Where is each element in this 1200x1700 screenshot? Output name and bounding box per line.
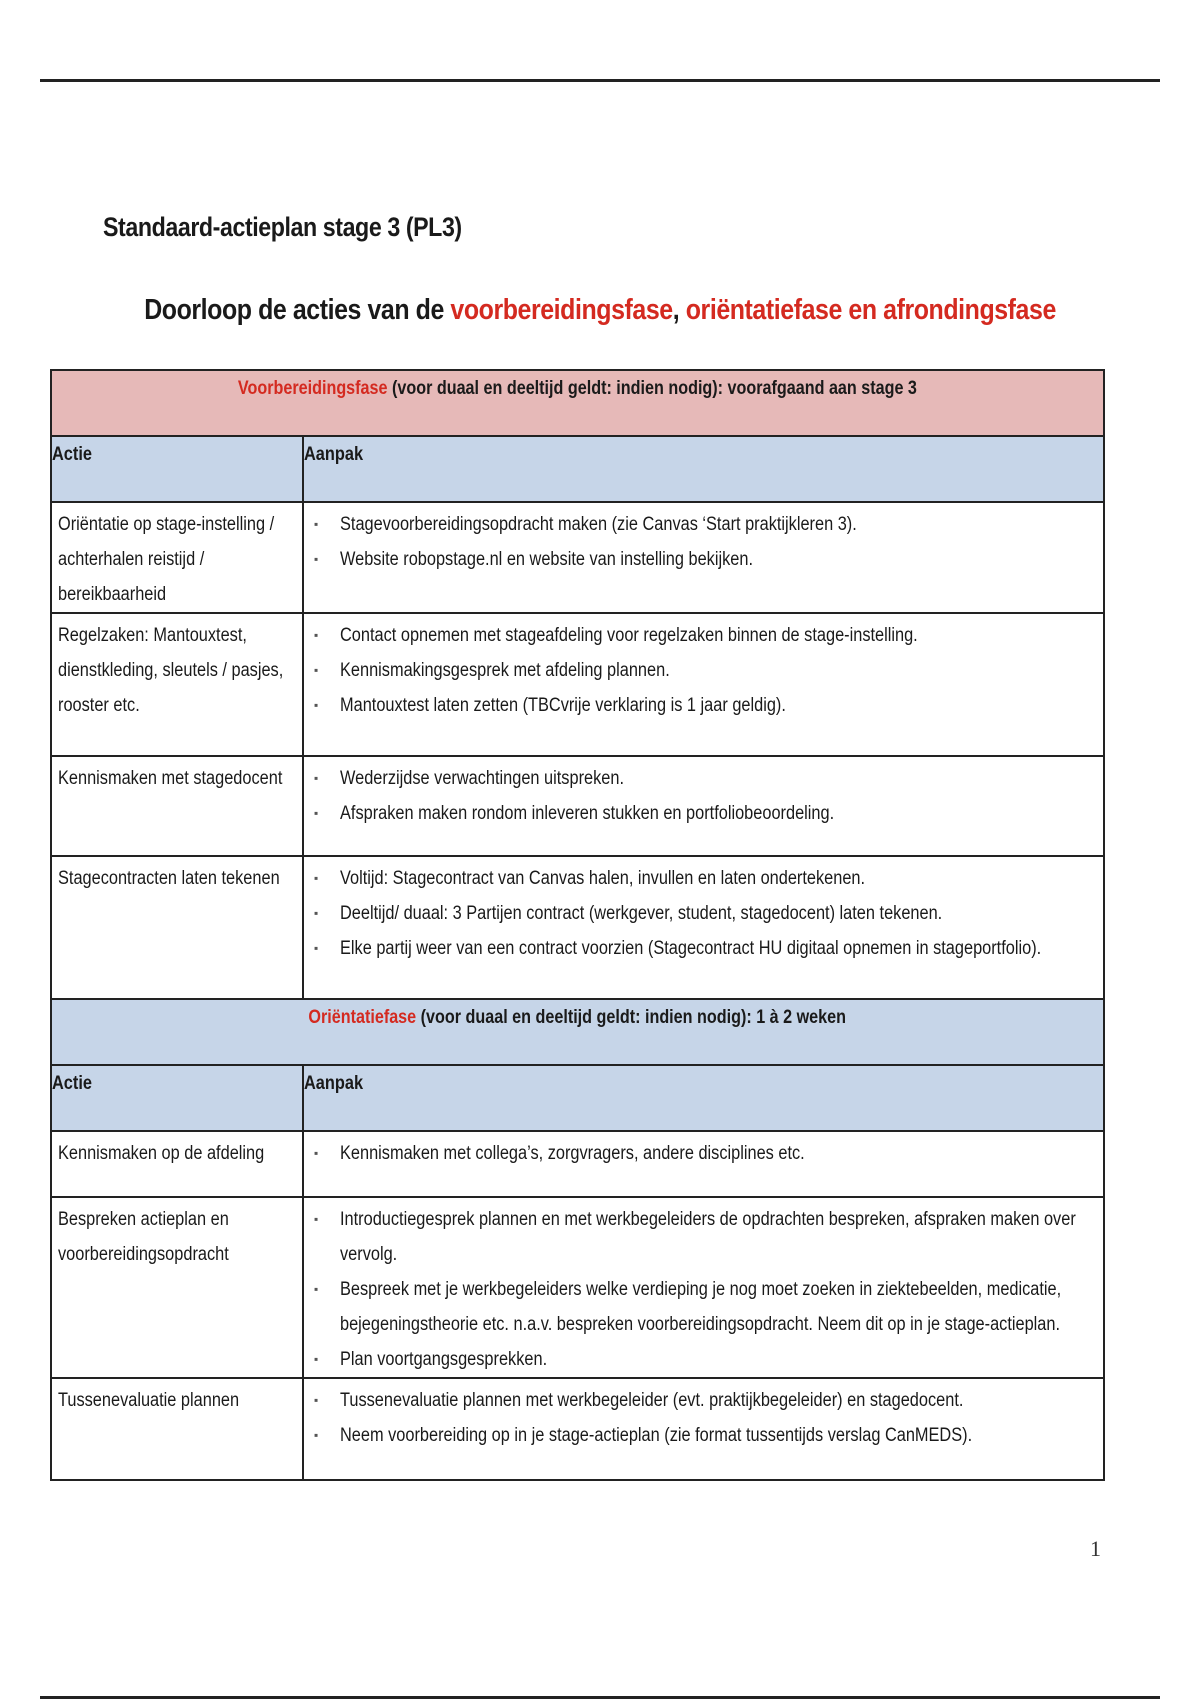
list-item: ▪ Kennismaken met collega’s, zorgvragers, andere disciplines etc.	[314, 1143, 805, 1164]
table-row	[51, 1131, 1104, 1197]
list-item: ▪ Contact opnemen met stageafdeling voor regelzaken binnen de stage-instelling.	[314, 625, 918, 646]
table-row	[51, 1378, 1104, 1480]
list-item: ▪ Afspraken maken rondom inleveren stukken en portfoliobeoordeling.	[314, 803, 835, 824]
actie-cell: Kennismaken op de afdeling	[51, 1131, 303, 1197]
phase-description: (voor duaal en deeltijd geldt: indien nodig): 1 à 2 weken	[416, 1007, 847, 1028]
page-number: 1	[1090, 1536, 1101, 1561]
list-item: ▪ Mantouxtest laten zetten (TBCvrije verklaring is 1 jaar geldig).	[314, 695, 786, 716]
list-item: ▪ Wederzijdse verwachtingen uitspreken.	[314, 768, 624, 789]
aanpak-cell	[303, 756, 1104, 856]
column-header-actie: Actie	[51, 1065, 303, 1131]
aanpak-cell	[303, 502, 1104, 613]
list-item: ▪ Stagevoorbereidingsopdracht maken (zie Canvas ‘Start praktijkleren 3).	[314, 514, 857, 535]
aanpak-cell	[303, 1378, 1104, 1480]
subtitle-prefix: Doorloop de acties van de	[144, 294, 451, 326]
list-item: ▪ Kennismakingsgesprek met afdeling plannen.	[314, 660, 670, 681]
column-header-row	[51, 1065, 1104, 1131]
action-plan-table	[50, 369, 1105, 1481]
list-item: ▪ Deeltijd/ duaal: 3 Partijen contract (werkgever, student, stagedocent) laten tekenen.	[314, 903, 943, 924]
phase-header-orientatiefase	[51, 999, 1104, 1065]
actie-cell: Kennismaken met stagedocent	[51, 756, 303, 856]
subtitle-separator: ,	[672, 294, 686, 326]
list-item: ▪ Neem voorbereiding op in je stage-actieplan (zie format tussentijds verslag CanMEDS).	[314, 1425, 973, 1446]
subtitle-phase-2: oriëntatiefase en afrondingsfase	[685, 294, 1056, 326]
aanpak-cell	[303, 1197, 1104, 1378]
column-header-actie: Actie	[51, 436, 303, 502]
aanpak-cell	[303, 1131, 1104, 1197]
phase-name: Voorbereidingsfase	[238, 378, 388, 399]
list-item: ▪ Introductiegesprek plannen en met werkbegeleiders de opdrachten bespreken, afspraken maken over vervolg.	[314, 1209, 1076, 1265]
aanpak-cell	[303, 856, 1104, 999]
list-item: ▪ Voltijd: Stagecontract van Canvas halen, invullen en laten ondertekenen.	[314, 868, 866, 889]
top-rule	[40, 79, 1160, 82]
table-row	[51, 613, 1104, 756]
phase-name: Oriëntatiefase	[308, 1007, 417, 1028]
subtitle-phase-1: voorbereidingsfase	[450, 294, 673, 326]
actie-cell: Regelzaken: Mantouxtest, dienstkleding, sleutels / pasjes, rooster etc.	[51, 613, 303, 756]
list-item: ▪ Elke partij weer van een contract voorzien (Stagecontract HU digitaal opnemen in stageportfolio).	[314, 938, 1042, 959]
actie-cell: Stagecontracten laten tekenen	[51, 856, 303, 999]
aanpak-cell	[303, 613, 1104, 756]
table-row	[51, 756, 1104, 856]
table-row	[51, 502, 1104, 613]
actie-cell: Oriëntatie op stage-instelling / achterhalen reistijd / bereikbaarheid	[51, 502, 303, 613]
column-header-row	[51, 436, 1104, 502]
column-header-aanpak: Aanpak	[303, 436, 1104, 502]
actie-cell: Bespreken actieplan en voorbereidingsopdracht	[51, 1197, 303, 1378]
phase-description: (voor duaal en deeltijd geldt: indien nodig): voorafgaand aan stage 3	[387, 378, 918, 399]
list-item: ▪ Website robopstage.nl en website van instelling bekijken.	[314, 549, 753, 570]
phase-header-voorbereidingsfase	[51, 370, 1104, 436]
actie-cell: Tussenevaluatie plannen	[51, 1378, 303, 1480]
column-header-aanpak: Aanpak	[303, 1065, 1104, 1131]
bottom-rule	[40, 1696, 1160, 1699]
document-subtitle	[0, 294, 1200, 327]
table-row	[51, 1197, 1104, 1378]
list-item: ▪ Tussenevaluatie plannen met werkbegeleider (evt. praktijkbegeleider) en stagedocent.	[314, 1390, 964, 1411]
list-item: ▪ Bespreek met je werkbegeleiders welke verdieping je nog moet zoeken in ziektebeelden, medicatie, bejegeningstheorie etc. n.a.v. bespreken voorbereidingsopdracht. Neem dit op in je stage-actieplan.	[314, 1279, 1062, 1335]
list-item: ▪ Plan voortgangsgesprekken.	[314, 1349, 548, 1370]
table-row	[51, 856, 1104, 999]
document-title: Standaard-actieplan stage 3 (PL3)	[103, 212, 462, 242]
